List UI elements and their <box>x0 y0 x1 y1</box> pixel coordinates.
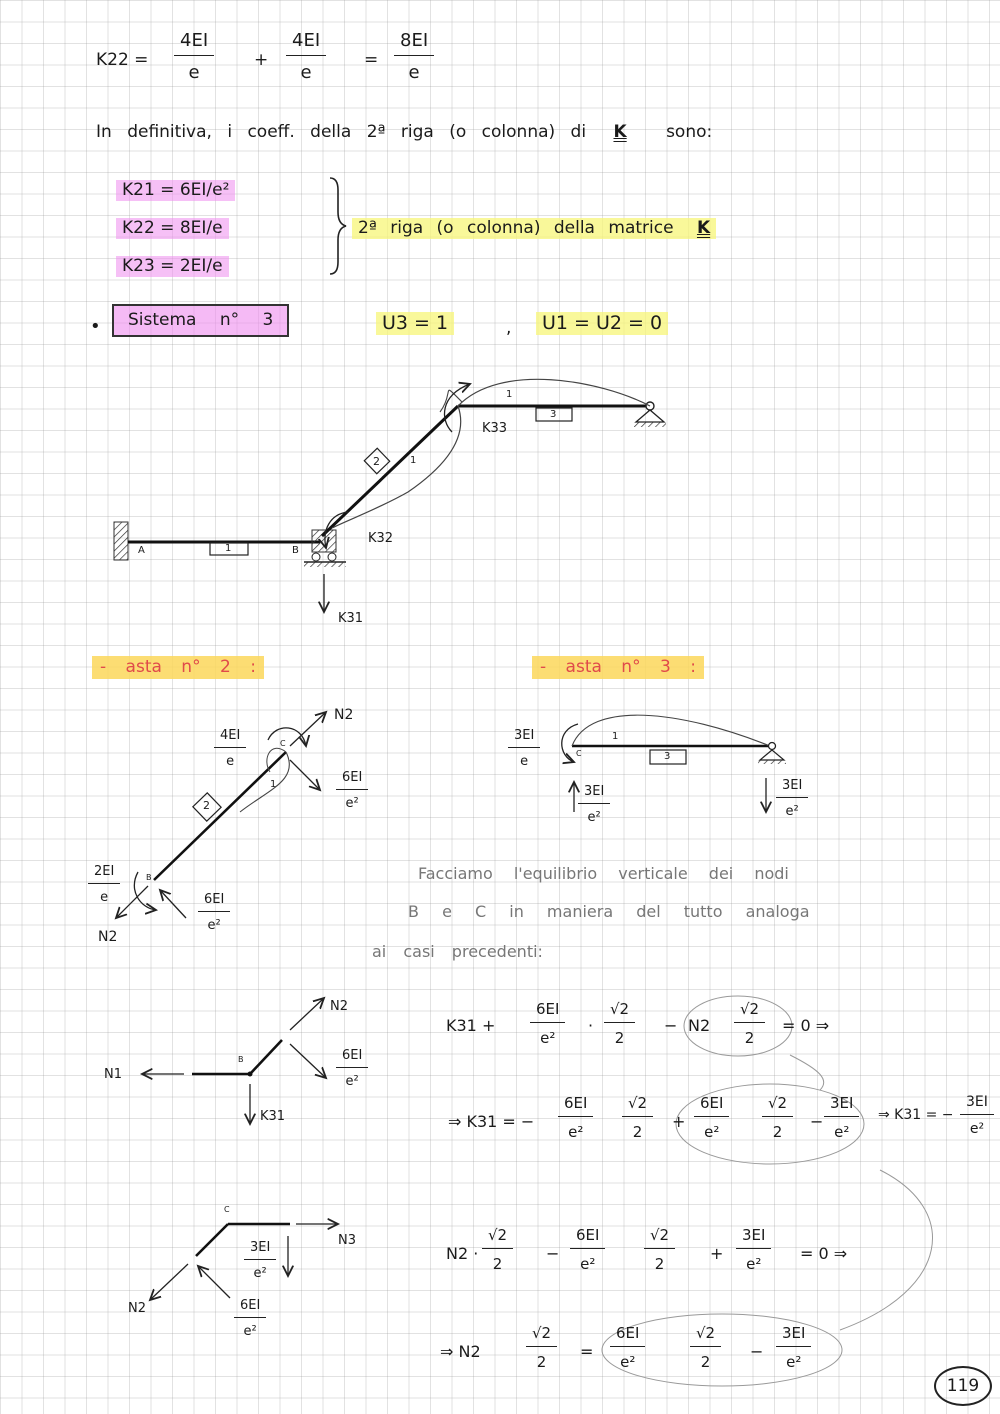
nodeB-K31: K31 <box>260 1109 286 1124</box>
label-A: A <box>138 545 145 556</box>
coeffs-brace <box>330 178 346 274</box>
system-label: Sistema n° 3 <box>112 304 289 337</box>
asta3-reaction-left: 3EI e² <box>578 784 610 825</box>
k22-term1: 4EI e <box>174 30 214 83</box>
asta2-moment-bot: 2EI e <box>88 864 120 905</box>
asta2-N-top: N2 <box>334 707 354 723</box>
asta2-bar: 2 <box>203 799 210 812</box>
note-line3: ai casi precedenti: <box>372 942 543 961</box>
coeffs-label: 2ª riga (o colonna) della matrice K <box>352 218 716 239</box>
nodeB-N1: N1 <box>104 1067 122 1082</box>
system-cond2: U1 = U2 = 0 <box>536 312 668 335</box>
notebook-page: K22 = 4EI e + 4EI e = 8EI e In definitiva, i coeff. della 2ª riga (o colonna) di K sono: K21 = 6EI/e² K22 = 8EI/e K23 = 2EI/e 2ª riga (o colonna) della matrice K • Sistema n° 3 U3 = 1 , U1 = U2 = 0 A B 1 2 3 1 1 K33 K32 K31 - asta n° 2 : - asta n° 3 : N2 N2 4EI e 6EI e² 2EI e 6EI e² B C 2 1 3EI e 3EI e² 3EI e² 3 1 C Facciamo l'equilibrio verticale dei nodi B e C in maniera del tutto analoga ai casi precedenti: N2 N1 K31 6EI e² B N3 N2 3EI e² 6EI e² C K31 + 6EI e² · √2 2 − N2 √2 2 = 0 ⇒ ⇒ K31 = − 6EI e² √2 2 + 6EI e² √2 2 − 3EI e² ⇒ K31 = − 3EI e² N2 · √2 2 − 6EI e² √2 2 + 3EI e² = 0 ⇒ ⇒ N2 √2 2 = 6EI e² √2 2 − 3EI e² 119 <box>0 0 1000 1414</box>
k22-term2: 4EI e <box>286 30 326 83</box>
rot-label-2: 1 <box>410 455 417 466</box>
asta2-moment-top: 4EI e <box>214 728 246 769</box>
frame-diagram <box>114 379 666 612</box>
page-number: 119 <box>934 1366 992 1406</box>
asta3-label-C: C <box>576 749 582 758</box>
asta3-moment: 3EI e <box>508 728 540 769</box>
coeff-K22: K22 = 8EI/e <box>116 218 229 239</box>
bar2-label: 2 <box>373 455 380 468</box>
asta2-shear-top: 6EI e² <box>336 770 368 811</box>
nodeB-N2: N2 <box>330 999 348 1014</box>
rot-label-1: 1 <box>506 389 513 400</box>
nodeC-N2: N2 <box>128 1301 146 1316</box>
label-K32: K32 <box>368 531 394 546</box>
coeff-K23: K23 = 2EI/e <box>116 256 229 277</box>
asta2-N-bot: N2 <box>98 929 118 945</box>
asta3-reaction-right: 3EI e² <box>776 778 808 819</box>
label-K31: K31 <box>338 611 364 626</box>
label-B: B <box>292 545 299 556</box>
bullet: • <box>90 316 101 337</box>
asta3-rot: 1 <box>612 731 619 742</box>
k22-result: 8EI e <box>394 30 434 83</box>
asta2-title: - asta n° 2 : <box>92 656 264 679</box>
asta3-title: - asta n° 3 : <box>532 656 704 679</box>
asta2-label-C: C <box>280 739 286 748</box>
nodeB-diagram <box>142 998 326 1124</box>
asta2-shear-bot: 6EI e² <box>198 892 230 933</box>
note-line2: B e C in maniera del tutto analoga <box>408 902 810 921</box>
bar-2 <box>322 406 458 536</box>
nodeB-shear: 6EI e² <box>336 1048 368 1089</box>
label-K33: K33 <box>482 421 508 436</box>
fixed-support-A <box>114 522 128 560</box>
coeff-K21: K21 = 6EI/e² <box>116 180 235 201</box>
nodeC-shear: 6EI e² <box>234 1298 266 1339</box>
nodeC-reaction: 3EI e² <box>244 1240 276 1281</box>
asta3-bar: 3 <box>664 751 671 762</box>
k22-lhs: K22 = <box>96 50 149 70</box>
asta2-rot: 1 <box>270 779 277 790</box>
bar3-label: 3 <box>550 409 557 420</box>
system-cond1: U3 = 1 <box>376 312 454 335</box>
nodeC-N3: N3 <box>338 1233 356 1248</box>
nodeB-label: B <box>238 1055 244 1064</box>
nodeC-label: C <box>224 1205 230 1214</box>
note-line1: Facciamo l'equilibrio verticale dei nodi <box>418 864 789 883</box>
asta2-label-B: B <box>146 873 152 882</box>
bar1-label: 1 <box>225 543 232 554</box>
definitiva-line: In definitiva, i coeff. della 2ª riga (o colonna) di K sono: <box>96 122 713 142</box>
